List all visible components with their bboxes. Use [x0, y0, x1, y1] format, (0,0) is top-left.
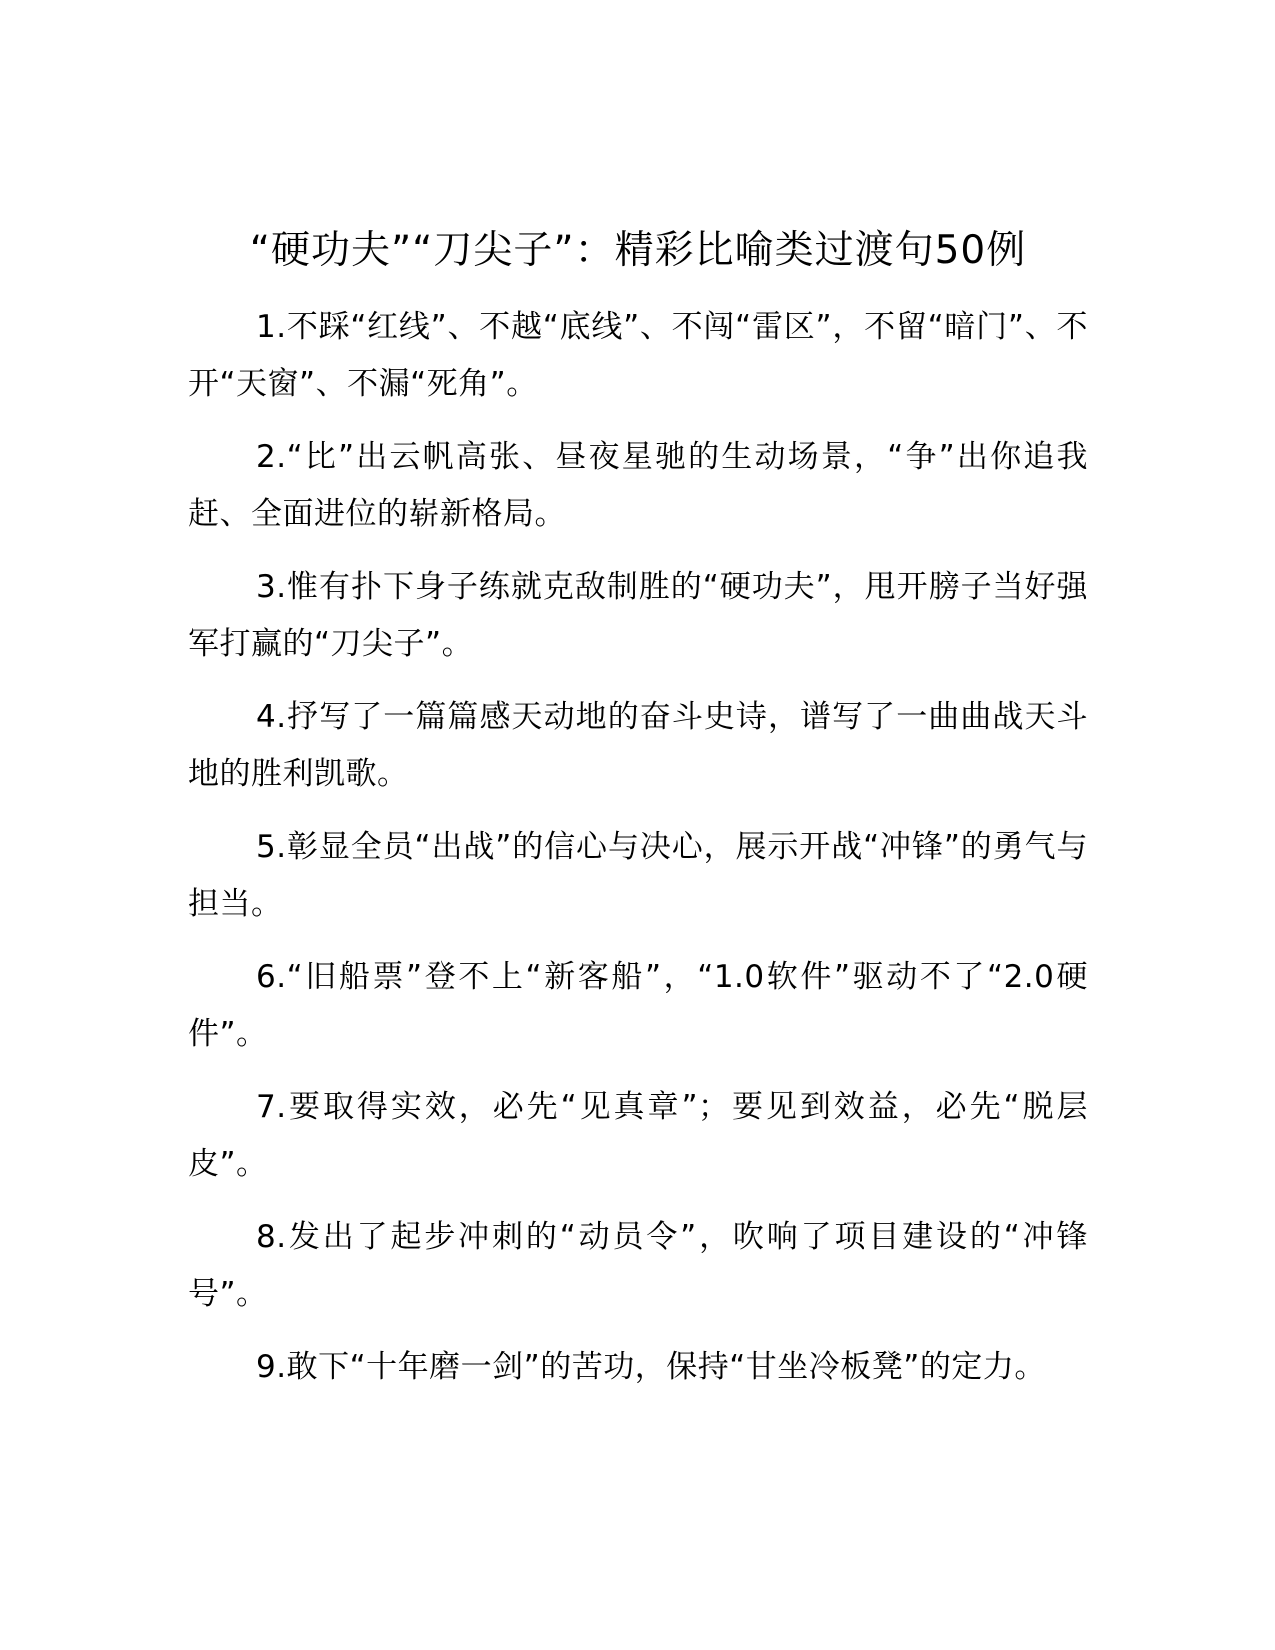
- document-title: “硬功夫”“刀尖子”：精彩比喻类过渡句50例: [249, 228, 1027, 273]
- paragraph-9: 9.敢下“十年磨一剑”的苦功，保持“甘坐冷板凳”的定力。: [256, 1349, 1046, 1385]
- paragraph-6: 6.“旧船票”登不上“新客船”，“1.0软件”驱动不了“2.0硬件”。: [188, 959, 1088, 1052]
- paragraph-3: 3.惟有扑下身子练就克敌制胜的“硬功夫”，甩开膀子当好强军打赢的“刀尖子”。: [188, 569, 1088, 662]
- paragraph-1: 1.不踩“红线”、不越“底线”、不闯“雷区”，不留“暗门”、不开“天窗”、不漏“死角”。: [188, 309, 1088, 402]
- document-page: [188, 222, 1088, 1412]
- paragraph-7: 7.要取得实效，必先“见真章”；要见到效益，必先“脱层皮”。: [188, 1089, 1088, 1182]
- paragraph-8: 8.发出了起步冲刺的“动员令”，吹响了项目建设的“冲锋号”。: [188, 1219, 1088, 1312]
- paragraph-2: 2.“比”出云帆高张、昼夜星驰的生动场景，“争”出你追我赶、全面进位的崭新格局。: [188, 439, 1088, 532]
- paragraph-4: 4.抒写了一篇篇感天动地的奋斗史诗，谱写了一曲曲战天斗地的胜利凯歌。: [188, 699, 1088, 792]
- paragraph-5: 5.彰显全员“出战”的信心与决心，展示开战“冲锋”的勇气与担当。: [188, 829, 1088, 922]
